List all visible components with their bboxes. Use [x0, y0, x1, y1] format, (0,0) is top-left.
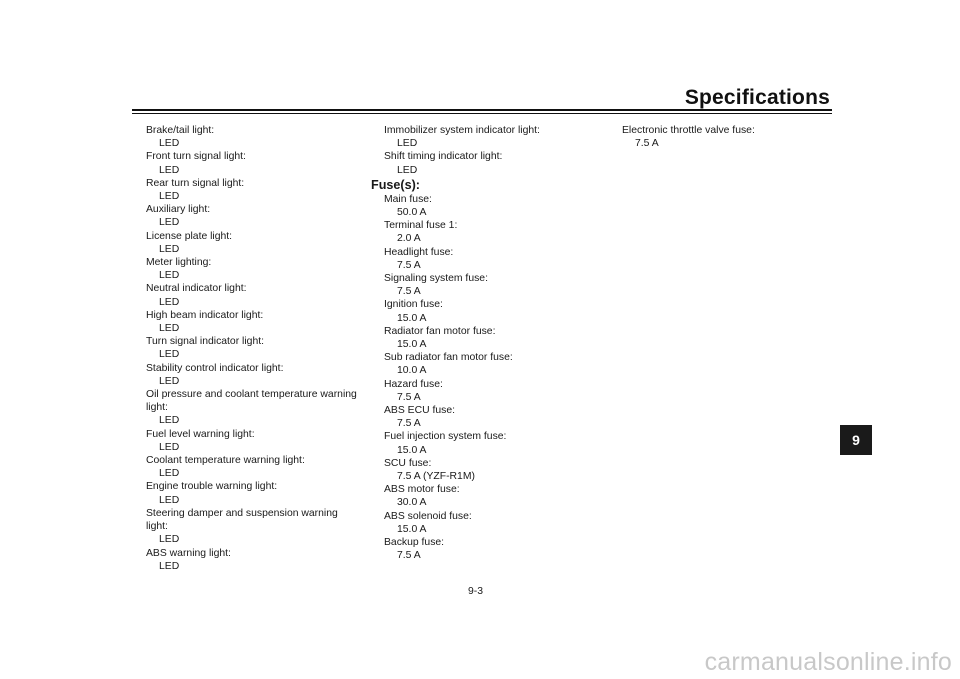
spec-item — [146, 282, 361, 308]
spec-value: LED — [159, 217, 180, 229]
spec-item — [146, 362, 361, 388]
spec-value: LED — [159, 191, 180, 203]
spec-value: LED — [159, 468, 180, 480]
spec-item — [146, 454, 361, 480]
spec-label: Sub radiator fan motor fuse: — [384, 352, 513, 364]
spec-item — [384, 246, 584, 272]
spec-value: 10.0 A — [397, 365, 427, 377]
spec-label: Hazard fuse: — [384, 378, 443, 390]
header-rule-thin — [132, 113, 832, 114]
spec-label: License plate light: — [146, 230, 233, 242]
spec-label: Fuel injection system fuse: — [384, 431, 507, 443]
spec-item — [146, 124, 361, 150]
spec-value: LED — [397, 138, 418, 150]
column-2 — [371, 124, 584, 563]
spec-item — [384, 325, 584, 351]
spec-label: Electronic throttle valve fuse: — [622, 125, 755, 136]
spec-label: ABS ECU fuse: — [384, 405, 456, 417]
spec-value: LED — [159, 534, 180, 546]
spec-item — [146, 507, 361, 547]
spec-item — [146, 335, 361, 361]
spec-value: 7.5 A (YZF-R1M) — [397, 471, 475, 483]
spec-value: 7.5 A — [397, 259, 421, 271]
spec-value: 50.0 A — [397, 207, 427, 219]
spec-label: Turn signal indicator light: — [146, 336, 265, 348]
spec-label: Backup fuse: — [384, 537, 445, 549]
spec-value: 7.5 A — [397, 550, 421, 562]
spec-item — [384, 510, 584, 536]
spec-item — [384, 298, 584, 324]
spec-value: 30.0 A — [397, 497, 427, 509]
spec-item — [384, 378, 584, 404]
spec-item — [146, 388, 361, 428]
spec-label: Signaling system fuse: — [384, 273, 488, 285]
spec-item — [384, 430, 584, 456]
spec-label: ABS motor fuse: — [384, 484, 460, 496]
spec-item — [146, 150, 361, 176]
spec-label: Radiator fan motor fuse: — [384, 325, 496, 337]
spec-value: LED — [159, 164, 180, 176]
spec-item — [146, 203, 361, 229]
spec-item — [146, 480, 361, 506]
spec-label: Meter lighting: — [146, 257, 212, 269]
spec-item — [146, 177, 361, 203]
spec-label: Main fuse: — [384, 193, 432, 205]
spec-item — [384, 272, 584, 298]
page-number: 9-3 — [468, 586, 484, 597]
spec-label: Headlight fuse: — [384, 246, 454, 258]
spec-value: LED — [159, 560, 180, 572]
spec-label: Terminal fuse 1: — [384, 220, 458, 232]
spec-label: Brake/tail light: — [146, 125, 215, 136]
spec-value: 7.5 A — [397, 286, 421, 298]
spec-label: Immobilizer system indicator light: — [384, 125, 540, 136]
spec-label: Rear turn signal light: — [146, 177, 245, 189]
spec-label: Stability control indicator light: — [146, 362, 284, 374]
spec-label: ABS solenoid fuse: — [384, 510, 472, 522]
spec-label: ABS warning light: — [146, 547, 231, 559]
spec-value: LED — [159, 375, 180, 387]
spec-item — [384, 150, 584, 176]
spec-item — [384, 351, 584, 377]
spec-value: LED — [159, 323, 180, 335]
spec-label: High beam indicator light: — [146, 309, 264, 321]
spec-item — [384, 124, 584, 150]
header-rule-thick — [132, 109, 832, 111]
column-3 — [622, 124, 822, 150]
spec-label: Coolant temperature warning light: — [146, 455, 305, 467]
spec-value: LED — [159, 243, 180, 255]
spec-item — [146, 428, 361, 454]
spec-label: Oil pressure and coolant temperature warning light: — [146, 389, 357, 414]
spec-item — [622, 124, 822, 150]
spec-label: Shift timing indicator light: — [384, 151, 503, 163]
spec-item — [146, 547, 361, 573]
spec-label: Steering damper and suspension warning light: — [146, 507, 338, 533]
spec-label: Fuel level warning light: — [146, 428, 255, 440]
spec-label: Engine trouble warning light: — [146, 481, 278, 493]
fuses-list — [384, 193, 584, 563]
spec-value: 15.0 A — [397, 444, 427, 456]
spec-value: LED — [159, 138, 180, 150]
spec-item — [146, 230, 361, 256]
spec-value: 7.5 A — [635, 138, 659, 150]
column-2-top — [384, 124, 584, 177]
spec-value: LED — [159, 415, 180, 427]
spec-item — [384, 457, 584, 483]
spec-value: 7.5 A — [397, 391, 421, 403]
spec-value: 7.5 A — [397, 418, 421, 430]
spec-value: LED — [159, 296, 180, 308]
watermark: carmanualsonline.info — [704, 648, 952, 676]
fuses-heading: Fuse(s): — [371, 177, 420, 192]
spec-item — [146, 309, 361, 335]
spec-label: Front turn signal light: — [146, 151, 246, 163]
spec-value: 15.0 A — [397, 523, 427, 535]
column-1 — [146, 124, 361, 573]
spec-value: LED — [159, 494, 180, 506]
spec-value: LED — [159, 349, 180, 361]
spec-item — [146, 256, 361, 282]
spec-item — [384, 193, 584, 219]
spec-item — [384, 404, 584, 430]
spec-value: LED — [159, 441, 180, 453]
spec-label: Ignition fuse: — [384, 299, 443, 311]
page-title: Specifications — [684, 86, 830, 109]
spec-value: 15.0 A — [397, 312, 427, 324]
spec-value: LED — [397, 164, 418, 176]
spec-value: LED — [159, 270, 180, 282]
spec-label: Auxiliary light: — [146, 204, 211, 216]
spec-item — [384, 219, 584, 245]
spec-item — [384, 536, 584, 562]
spec-label: SCU fuse: — [384, 457, 432, 469]
spec-item — [384, 483, 584, 509]
spec-value: 2.0 A — [397, 233, 421, 245]
spec-value: 15.0 A — [397, 339, 427, 351]
spec-label: Neutral indicator light: — [146, 283, 247, 295]
chapter-tab: 9 — [840, 425, 872, 455]
